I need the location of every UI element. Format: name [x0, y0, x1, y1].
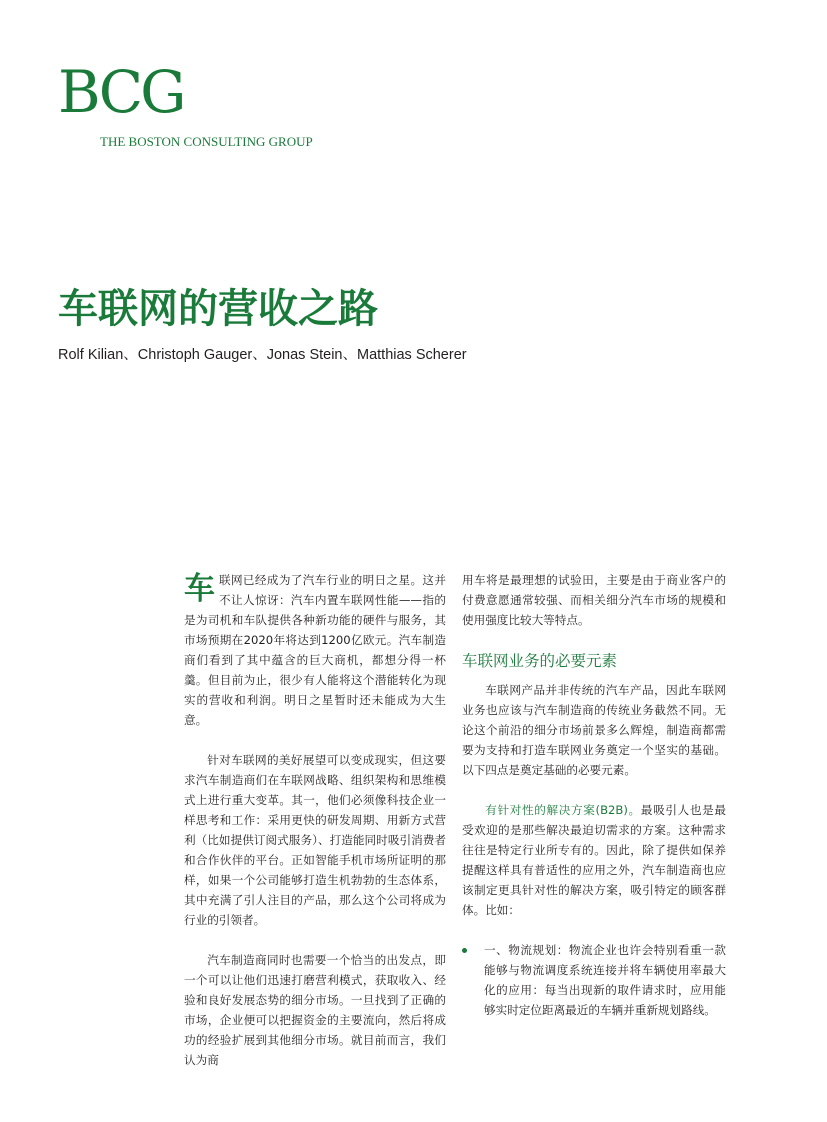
- body-paragraph: 汽车制造商同时也需要一个恰当的出发点，即一个可以让他们迅速打磨营利模式，获取收入、经验和良好发展态势的细分市场。一旦找到了正确的市场，企业便可以把握资金的主要流向，然后将成功的经验扩展到其他细分市场。就目前而言，我们认为商: [184, 953, 446, 1067]
- bullet-list: [462, 940, 726, 1020]
- bullet-dot-icon: [462, 948, 467, 953]
- body-paragraph: 针对车联网的美好展望可以变成现实，但这要求汽车制造商们在车联网战略、组织架构和思维模式上进行重大变革。其一，他们必须像科技企业一样思考和工作：采用更快的研发周期、用新方式营利（比如提供订阅式服务）、打造能同时吸引消费者和合作伙伴的平台。正如智能手机市场所证明的那样，如果一个公司能够打造生机勃勃的生态体系，其中充满了引人注目的产品，那么这个公司将成为行业的引领者。: [184, 753, 446, 927]
- list-item: [462, 940, 726, 1020]
- body-paragraph: 车联网产品并非传统的汽车产品，因此车联网业务也应该与汽车制造商的传统业务截然不同。无论这个前沿的细分市场前景多么辉煌，制造商都需要为支持和打造车联网业务奠定一个坚实的基础。以下四点是奠定基础的必要元素。: [462, 683, 726, 777]
- section-heading: 车联网业务的必要元素: [462, 652, 618, 670]
- page-title: 车联网的营收之路: [58, 285, 378, 332]
- body-paragraph-text: 最吸引人也是最受欢迎的是那些解决最迫切需求的方案。这种需求往往是特定行业所专有的。因此，除了提供如保养提醒这样具有普适性的应用之外，汽车制造商也应该制定更具针对性的解决方案，吸引特定的顾客群体。比如：: [462, 803, 726, 917]
- right-column: [462, 570, 726, 1020]
- bcg-logo-mark: BCG: [58, 58, 184, 126]
- intro-paragraph: [184, 570, 446, 730]
- left-column: [184, 570, 446, 1090]
- authors-line: Rolf Kilian、Christoph Gauger、Jonas Stein、Matthias Scherer: [58, 347, 467, 363]
- body-paragraph: [462, 800, 726, 920]
- bcg-logo-tagline: THE BOSTON CONSULTING GROUP: [100, 134, 313, 149]
- drop-cap: 车: [184, 571, 215, 607]
- lead-term: 有针对性的解决方案(B2B)。: [485, 803, 641, 817]
- body-paragraph: 用车将是最理想的试验田，主要是由于商业客户的付费意愿通常较强、而相关细分汽车市场的规模和使用强度比较大等特点。: [462, 573, 726, 627]
- intro-paragraph-text: 联网已经成为了汽车行业的明日之星。这并不让人惊讶：汽车内置车联网性能——指的是为司机和车队提供各种新功能的硬件与服务，其市场预期在2020年将达到1200亿欧元。汽车制造商们看到了其中蕴含的巨大商机，都想分得一杯羹。但目前为止，很少有人能将这个潜能转化为现实的营收和利润。明日之星暂时还未能成为大生意。: [184, 573, 446, 727]
- list-item-text: 一、物流规划：物流企业也许会特别看重一款能够与物流调度系统连接并将车辆使用率最大化的应用：每当出现新的取件请求时，应用能够实时定位距离最近的车辆并重新规划路线。: [484, 943, 726, 1017]
